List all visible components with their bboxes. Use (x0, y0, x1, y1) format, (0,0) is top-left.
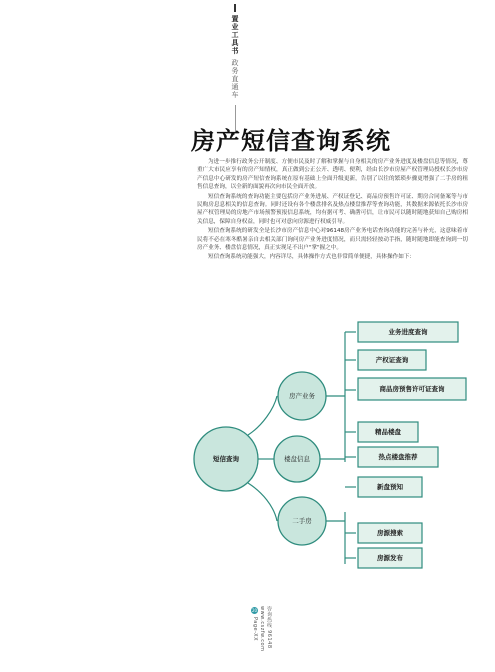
leaf-listing-publish (358, 548, 422, 568)
leaf-presale-permit-query (358, 378, 466, 400)
leaf-hot-building-recommendation (358, 447, 438, 467)
leaf-listing-search (358, 523, 422, 543)
leaf-quality-buildings (358, 422, 418, 442)
leaf-property-certificate-query (358, 350, 426, 370)
query-function-diagram (192, 316, 478, 578)
leaf-label: 商品房预售许可证查询 (379, 385, 445, 393)
branch-label-second-hand-housing: 二手房 (292, 517, 312, 525)
article-paragraph-4: 短信查询系统功能强大，内容详尽，具体操作方式也非常简单便捷，具体操作如下： (208, 254, 415, 261)
branch-label-building-info: 楼盘信息 (284, 455, 310, 463)
side-tab-marker (234, 4, 236, 12)
article-paragraph-2: 短信查询系统的查询功能主要包括房产业务进展、产权证登记、商品房预售许可证、期房合同备案等与市民购房息息相关的信息查询。同时还设有各个楼盘排名及热点楼盘推荐等查询功能，其数据来源依托长沙市房屋产权管理局的房地产市场预警预报信息系统，均有据可考、确凿可信，让市民可以随时随地获知自己购房相关信息，保障自身权益，同时也可对意向房源进行权威引导。 (197, 193, 468, 225)
leaf-label: 产权证查询 (375, 356, 409, 364)
page-footer (251, 606, 281, 670)
leaf-label: 业务进度查询 (388, 328, 428, 336)
hotline-number: 咨询热线 96148 (266, 606, 272, 649)
root-node-short-message-query (194, 427, 258, 491)
article-paragraph-3: 短信查询系统的研发全是长沙市房产信息中心对96148房产业务电话查询功能的完善与补充，这意味着市民将不必在寒冬酷暑亲自去相关部门询问房产业务进度情况，而只需轻轻按动手指，随时随地即能查询到一切房产业务、楼盘信息情况，真正实现足不出户"掌"握之中。 (197, 228, 468, 252)
branch-node-second-hand-housing (278, 497, 326, 545)
branch-node-property-business (278, 372, 326, 420)
section-title: 置业工具书 (231, 15, 239, 55)
article-body (197, 158, 468, 263)
leaf-label: 房源发布 (377, 554, 403, 562)
leaf-label: 房源搜索 (377, 529, 403, 537)
leaf-label: 新盘预知 (377, 483, 403, 491)
leaf-business-progress-query (358, 322, 458, 342)
article-title: 房产短信查询系统 (191, 126, 391, 155)
leaf-label: 热点楼盘推荐 (378, 453, 418, 461)
subsection-title: 政务直通车 (231, 59, 239, 99)
leaf-label: 精品楼盘 (375, 428, 401, 436)
page-label: Page-XX (252, 617, 258, 642)
root-node-label: 短信查询 (213, 455, 239, 463)
branch-node-building-info (274, 436, 320, 482)
site-url: www.cszfw.com (259, 606, 265, 652)
section-side-tab (227, 4, 243, 133)
page-number-badge: 20 (251, 608, 258, 613)
article-paragraph-1: 为进一步推行政务公开制度、方便市民及时了解和掌握与自身相关的房产业务进度及楼盘信息等情况，尊重广大市民应享有的房产知情权，真正做到公正公开、透明、便利，经由长沙市房屋产权管理局授权长沙市房产信息中心研发的房产短信查询系统在原有基础上全面升级更新，告别了以往的繁琐步骤更增强了二手房的租售信息查询，以全新的面貌再次向市民全面开放。 (197, 159, 468, 191)
leaf-new-project-preview (358, 477, 422, 497)
branch-label-property-business: 房产业务 (289, 392, 315, 400)
